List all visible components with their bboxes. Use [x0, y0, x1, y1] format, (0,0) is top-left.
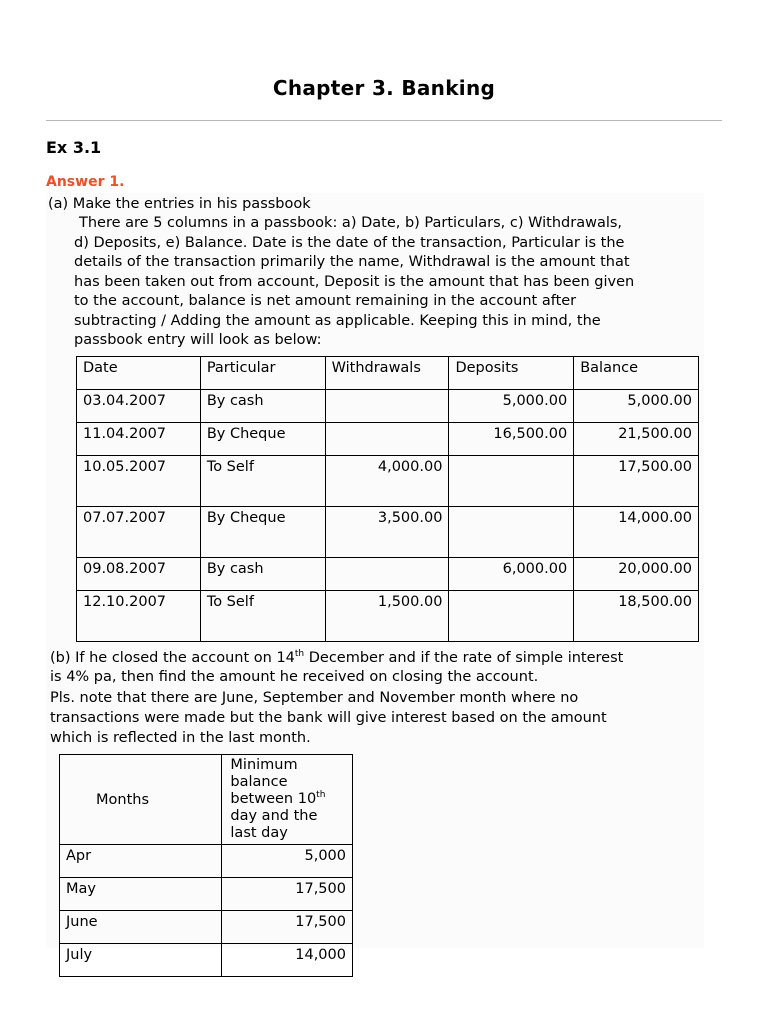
table-cell: 14,000.00: [574, 507, 699, 558]
column-header: Date: [77, 357, 201, 390]
column-header: Withdrawals: [325, 357, 449, 390]
table-cell: July: [60, 944, 222, 977]
table-cell: 5,000: [222, 845, 353, 878]
part-b-note-line: which is reflected in the last month.: [50, 730, 311, 746]
answer-content: [46, 193, 704, 963]
table-cell: 09.08.2007: [77, 558, 201, 591]
table-cell: 21,500.00: [574, 423, 699, 456]
ordinal-suffix: th: [294, 649, 305, 659]
table-cell: 16,500.00: [449, 423, 574, 456]
table-row: [77, 507, 699, 558]
table-cell: 6,000.00: [449, 558, 574, 591]
part-a-heading: (a) Make the entries in his passbook: [48, 196, 311, 212]
table-cell: June: [60, 911, 222, 944]
column-header: Balance: [574, 357, 699, 390]
part-a-line: to the account, balance is net amount remaining in the account after: [74, 293, 577, 309]
table-cell: 17,500.00: [574, 456, 699, 507]
passbook-table: [76, 356, 699, 642]
table-cell: By Cheque: [200, 423, 325, 456]
table-cell: May: [60, 878, 222, 911]
column-header: Deposits: [449, 357, 574, 390]
table-cell: To Self: [200, 456, 325, 507]
table-cell: By cash: [200, 390, 325, 423]
column-header: Months: [60, 755, 222, 845]
table-row: [60, 878, 353, 911]
table-row: [77, 423, 699, 456]
table-row: [77, 558, 699, 591]
part-b-text: December and if the rate of simple interest: [304, 650, 624, 666]
table-cell: [325, 390, 449, 423]
table-row: [60, 944, 353, 977]
table-cell: By cash: [200, 558, 325, 591]
column-header: [222, 755, 353, 845]
part-b-note-line: transactions were made but the bank will give interest based on the amount: [50, 710, 607, 726]
table-cell: 1,500.00: [325, 591, 449, 642]
table-cell: 17,500: [222, 911, 353, 944]
table-cell: [449, 507, 574, 558]
table-header-row: [77, 357, 699, 390]
table-row: [77, 456, 699, 507]
part-a-line: passbook entry will look as below:: [74, 332, 322, 348]
answer-label: Answer 1.: [46, 174, 125, 190]
table-cell: 5,000.00: [449, 390, 574, 423]
table-cell: 14,000: [222, 944, 353, 977]
header-text: Minimum balance between 10: [230, 757, 317, 807]
title-divider: [46, 120, 722, 121]
table-cell: 4,000.00: [325, 456, 449, 507]
table-cell: 18,500.00: [574, 591, 699, 642]
table-header-row: [60, 755, 353, 845]
table-row: [77, 591, 699, 642]
table-row: [60, 911, 353, 944]
table-cell: To Self: [200, 591, 325, 642]
ordinal-suffix: th: [316, 790, 326, 800]
column-header: Particular: [200, 357, 325, 390]
part-b-question-line: is 4% pa, then find the amount he received on closing the account.: [50, 669, 539, 685]
header-text: day and the last day: [230, 808, 318, 841]
table-cell: 07.07.2007: [77, 507, 201, 558]
table-cell: [325, 423, 449, 456]
table-cell: [325, 558, 449, 591]
part-b-note-line: Pls. note that there are June, September and November month where no: [50, 690, 579, 706]
chapter-title: Chapter 3. Banking: [272, 76, 496, 100]
table-cell: 10.05.2007: [77, 456, 201, 507]
table-cell: Apr: [60, 845, 222, 878]
part-a-line: subtracting / Adding the amount as applicable. Keeping this in mind, the: [74, 313, 601, 329]
part-a-line: d) Deposits, e) Balance. Date is the date of the transaction, Particular is the: [74, 235, 625, 251]
table-cell: 11.04.2007: [77, 423, 201, 456]
table-cell: 20,000.00: [574, 558, 699, 591]
table-cell: 5,000.00: [574, 390, 699, 423]
part-b-question-line: [50, 649, 623, 667]
table-cell: [449, 456, 574, 507]
table-row: [77, 390, 699, 423]
part-a-line: has been taken out from account, Deposit is the amount that has been given: [74, 274, 635, 290]
table-cell: By Cheque: [200, 507, 325, 558]
table-cell: 17,500: [222, 878, 353, 911]
table-row: [60, 845, 353, 878]
minimum-balance-table: [59, 754, 353, 977]
part-a-line: details of the transaction primarily the name, Withdrawal is the amount that: [74, 254, 630, 270]
part-b-text: (b) If he closed the account on 14: [50, 650, 295, 666]
exercise-heading: Ex 3.1: [46, 138, 102, 157]
table-cell: 12.10.2007: [77, 591, 201, 642]
table-cell: 03.04.2007: [77, 390, 201, 423]
table-cell: [449, 591, 574, 642]
part-a-line: There are 5 columns in a passbook: a) Date, b) Particulars, c) Withdrawals,: [79, 215, 623, 231]
table-cell: 3,500.00: [325, 507, 449, 558]
